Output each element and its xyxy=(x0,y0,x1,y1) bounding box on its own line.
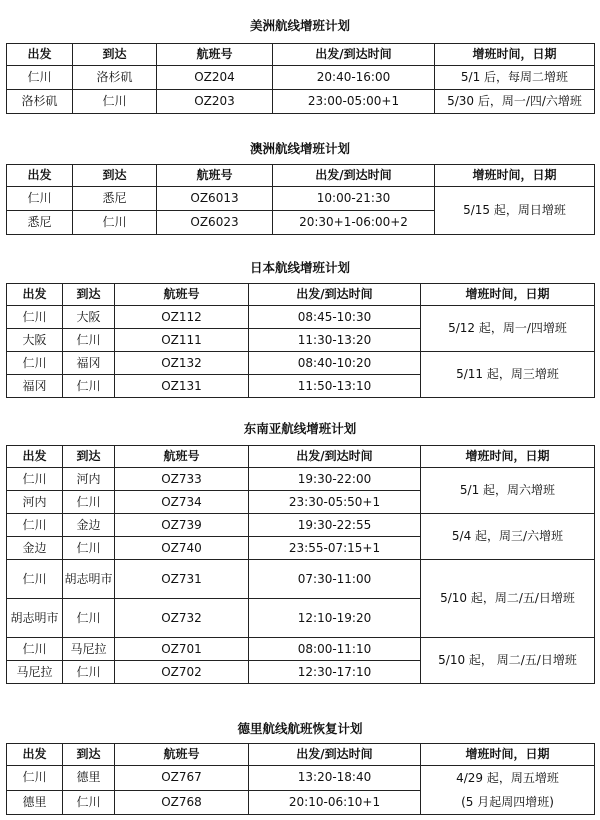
time-cell: 13:20-18:40 xyxy=(249,766,421,791)
arrival-cell: 马尼拉 xyxy=(63,638,115,661)
delhi-schedule-table xyxy=(6,743,595,815)
departure-cell: 仁川 xyxy=(7,638,63,661)
schedule-cell: 5/1 起，周六增班 xyxy=(421,468,595,514)
header-flight-number: 航班号 xyxy=(115,446,249,468)
arrival-cell: 仁川 xyxy=(63,661,115,684)
header-schedule: 增班时间，日期 xyxy=(421,744,595,766)
header-arrival: 到达 xyxy=(63,744,115,766)
flight-number-cell: OZ740 xyxy=(115,537,249,560)
flight-number-cell: OZ732 xyxy=(115,599,249,638)
header-flight-number: 航班号 xyxy=(157,44,273,66)
header-arrival: 到达 xyxy=(63,284,115,306)
time-cell: 23:00-05:00+1 xyxy=(273,90,435,114)
time-cell: 20:30+1-06:00+2 xyxy=(273,211,435,235)
header-time: 出发/到达时间 xyxy=(273,44,435,66)
flight-number-cell: OZ702 xyxy=(115,661,249,684)
time-cell: 07:30-11:00 xyxy=(249,560,421,599)
flight-number-cell: OZ733 xyxy=(115,468,249,491)
flight-number-cell: OZ731 xyxy=(115,560,249,599)
arrival-cell: 胡志明市 xyxy=(63,560,115,599)
arrival-cell: 仁川 xyxy=(63,790,115,815)
arrival-cell: 洛杉矶 xyxy=(73,66,157,90)
schedule-cell: 5/12 起，周一/四增班 xyxy=(421,306,595,352)
flight-number-cell: OZ739 xyxy=(115,514,249,537)
japan-section-title: 日本航线增班计划 xyxy=(249,260,350,275)
departure-cell: 大阪 xyxy=(7,329,63,352)
header-departure: 出发 xyxy=(7,44,73,66)
arrival-cell: 仁川 xyxy=(73,211,157,235)
table-row xyxy=(7,187,595,211)
americas-schedule-table xyxy=(6,43,595,114)
header-arrival: 到达 xyxy=(73,44,157,66)
header-flight-number: 航班号 xyxy=(115,284,249,306)
table-header-row xyxy=(7,44,595,66)
arrival-cell: 福冈 xyxy=(63,352,115,375)
schedule-cell: 5/30 后，周一/四/六增班 xyxy=(435,90,595,114)
flight-number-cell: OZ701 xyxy=(115,638,249,661)
time-cell: 23:55-07:15+1 xyxy=(249,537,421,560)
arrival-cell: 金边 xyxy=(63,514,115,537)
flight-number-cell: OZ734 xyxy=(115,491,249,514)
header-flight-number: 航班号 xyxy=(115,744,249,766)
time-cell: 19:30-22:00 xyxy=(249,468,421,491)
schedule-cell: 5/10 起，周二/五/日增班 xyxy=(421,560,595,638)
flight-number-cell: OZ112 xyxy=(115,306,249,329)
flight-number-cell: OZ767 xyxy=(115,766,249,791)
table-row xyxy=(7,766,595,791)
arrival-cell: 德里 xyxy=(63,766,115,791)
departure-cell: 仁川 xyxy=(7,66,73,90)
schedule-cell xyxy=(421,766,595,815)
flight-number-cell: OZ132 xyxy=(115,352,249,375)
header-schedule: 增班时间，日期 xyxy=(435,165,595,187)
table-row xyxy=(7,468,595,491)
header-arrival: 到达 xyxy=(73,165,157,187)
southeast-asia-schedule-table xyxy=(6,445,595,684)
departure-cell: 胡志明市 xyxy=(7,599,63,638)
americas-section-title: 美洲航线增班计划 xyxy=(249,18,350,33)
southeast-asia-section-title: 东南亚航线增班计划 xyxy=(243,421,357,436)
table-row xyxy=(7,514,595,537)
header-schedule: 增班时间，日期 xyxy=(421,446,595,468)
table-row xyxy=(7,352,595,375)
header-time: 出发/到达时间 xyxy=(273,165,435,187)
departure-cell: 仁川 xyxy=(7,560,63,599)
table-header-row xyxy=(7,446,595,468)
header-schedule: 增班时间，日期 xyxy=(435,44,595,66)
table-row xyxy=(7,90,595,114)
arrival-cell: 仁川 xyxy=(63,375,115,398)
header-flight-number: 航班号 xyxy=(157,165,273,187)
table-header-row xyxy=(7,744,595,766)
arrival-cell: 仁川 xyxy=(63,537,115,560)
departure-cell: 悉尼 xyxy=(7,211,73,235)
schedule-cell: 5/1 后，每周二增班 xyxy=(435,66,595,90)
time-cell: 20:10-06:10+1 xyxy=(249,790,421,815)
departure-cell: 洛杉矶 xyxy=(7,90,73,114)
time-cell: 12:10-19:20 xyxy=(249,599,421,638)
table-header-row xyxy=(7,165,595,187)
arrival-cell: 仁川 xyxy=(63,599,115,638)
arrival-cell: 仁川 xyxy=(63,329,115,352)
delhi-section-title: 德里航线航班恢复计划 xyxy=(237,721,363,736)
schedule-cell: 5/15 起，周日增班 xyxy=(435,187,595,235)
arrival-cell: 仁川 xyxy=(73,90,157,114)
departure-cell: 金边 xyxy=(7,537,63,560)
departure-cell: 德里 xyxy=(7,790,63,815)
departure-cell: 仁川 xyxy=(7,514,63,537)
table-row xyxy=(7,638,595,661)
time-cell: 19:30-22:55 xyxy=(249,514,421,537)
table-header-row xyxy=(7,284,595,306)
header-departure: 出发 xyxy=(7,744,63,766)
schedule-cell: 5/11 起，周三增班 xyxy=(421,352,595,398)
header-time: 出发/到达时间 xyxy=(249,284,421,306)
header-time: 出发/到达时间 xyxy=(249,446,421,468)
time-cell: 11:30-13:20 xyxy=(249,329,421,352)
arrival-cell: 大阪 xyxy=(63,306,115,329)
time-cell: 12:30-17:10 xyxy=(249,661,421,684)
header-departure: 出发 xyxy=(7,165,73,187)
header-arrival: 到达 xyxy=(63,446,115,468)
flight-number-cell: OZ131 xyxy=(115,375,249,398)
flight-number-cell: OZ203 xyxy=(157,90,273,114)
arrival-cell: 仁川 xyxy=(63,491,115,514)
time-cell: 08:00-11:10 xyxy=(249,638,421,661)
header-time: 出发/到达时间 xyxy=(249,744,421,766)
flight-number-cell: OZ111 xyxy=(115,329,249,352)
departure-cell: 福冈 xyxy=(7,375,63,398)
departure-cell: 马尼拉 xyxy=(7,661,63,684)
schedule-cell: 5/10 起， 周二/五/日增班 xyxy=(421,638,595,684)
flight-number-cell: OZ204 xyxy=(157,66,273,90)
departure-cell: 河内 xyxy=(7,491,63,514)
header-schedule: 增班时间，日期 xyxy=(421,284,595,306)
schedule-cell: 5/4 起，周三/六增班 xyxy=(421,514,595,560)
arrival-cell: 河内 xyxy=(63,468,115,491)
table-row xyxy=(7,66,595,90)
departure-cell: 仁川 xyxy=(7,352,63,375)
header-departure: 出发 xyxy=(7,446,63,468)
table-row xyxy=(7,560,595,599)
japan-schedule-table xyxy=(6,283,595,398)
time-cell: 23:30-05:50+1 xyxy=(249,491,421,514)
departure-cell: 仁川 xyxy=(7,468,63,491)
flight-number-cell: OZ6013 xyxy=(157,187,273,211)
departure-cell: 仁川 xyxy=(7,187,73,211)
header-departure: 出发 xyxy=(7,284,63,306)
time-cell: 20:40-16:00 xyxy=(273,66,435,90)
time-cell: 08:40-10:20 xyxy=(249,352,421,375)
time-cell: 11:50-13:10 xyxy=(249,375,421,398)
time-cell: 10:00-21:30 xyxy=(273,187,435,211)
time-cell: 08:45-10:30 xyxy=(249,306,421,329)
table-row xyxy=(7,306,595,329)
australia-schedule-table xyxy=(6,164,595,235)
flight-number-cell: OZ6023 xyxy=(157,211,273,235)
departure-cell: 仁川 xyxy=(7,306,63,329)
australia-section-title: 澳洲航线增班计划 xyxy=(249,141,350,156)
schedule-line: 4/29 起，周五增班 xyxy=(456,771,559,785)
flight-number-cell: OZ768 xyxy=(115,790,249,815)
departure-cell: 仁川 xyxy=(7,766,63,791)
schedule-note: (5 月起周四增班) xyxy=(461,795,554,809)
arrival-cell: 悉尼 xyxy=(73,187,157,211)
